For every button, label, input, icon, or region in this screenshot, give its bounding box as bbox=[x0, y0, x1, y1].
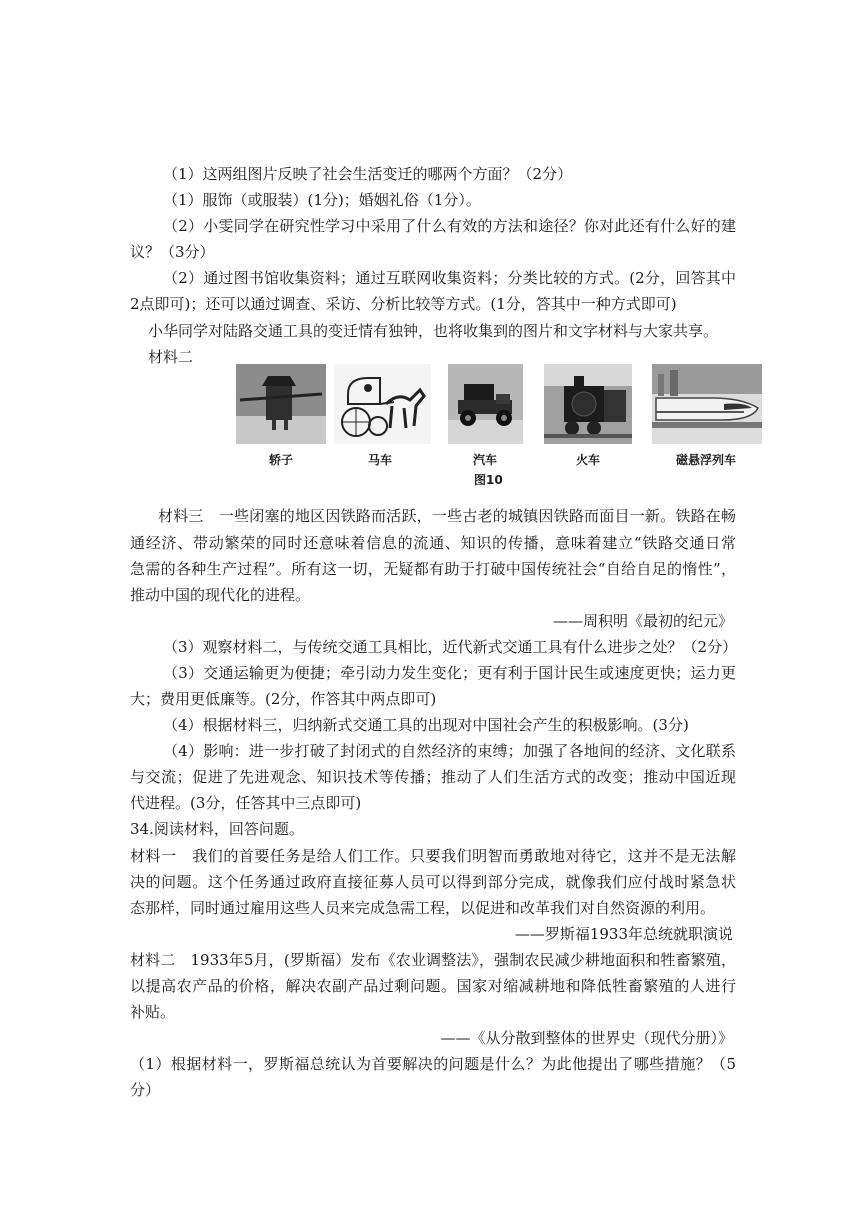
material-2-label: 材料二 bbox=[148, 348, 194, 366]
q34-material-2-line1: 材料二 1933年5月，(罗斯福）发布《农业调整法》，强制农民减少耕地面积和牲畜繁殖， bbox=[130, 951, 736, 969]
q33-answer-3-line2: 大；费用更低廉等。(2分，作答其中两点即可) bbox=[130, 690, 437, 708]
maglev-train-image bbox=[652, 364, 762, 444]
caption-horse-carriage: 马车 bbox=[368, 453, 393, 467]
steam-train-image bbox=[544, 364, 632, 444]
q33-question-2-line2: 议？（3分） bbox=[130, 243, 215, 261]
horse-carriage-image bbox=[334, 364, 431, 444]
caption-maglev-train: 磁悬浮列车 bbox=[676, 453, 737, 467]
q33-answer-2-line2: 2点即可)；还可以通过调查、采访、分析比较等方式。(1分，答其中一种方式即可) bbox=[130, 295, 677, 313]
q33-answer-1: （1）服饰（或服装）(1分)；婚姻礼俗（1分）。 bbox=[163, 191, 481, 209]
sedan-chair-image bbox=[236, 364, 326, 444]
figure-10-transport bbox=[228, 364, 766, 466]
q33-answer-4-line3: 代进程。(3分，任答其中三点即可) bbox=[130, 794, 362, 812]
q33-answer-4-line2: 与交流；促进了先进观念、知识技术等传播；推动了人们生活方式的改变；推动中国近现 bbox=[130, 768, 736, 786]
q33-answer-3-line1: （3）交通运输更为便捷；牵引动力发生变化；更有利于国计民生或速度更快；运力更 bbox=[163, 664, 736, 682]
material-3-line4: 推动中国的现代化的进程。 bbox=[130, 586, 311, 604]
q33-answer-4-line1: （4）影响：进一步打破了封闭式的自然经济的束缚；加强了各地间的经济、文化联系 bbox=[163, 742, 736, 760]
q34-material-1-line2: 决的问题。这个任务通过政府直接征募人员可以得到部分完成，就像我们应付战时紧急状 bbox=[130, 873, 736, 891]
q34-material-1-line3: 态那样，同时通过雇用这些人员来完成急需工程，以促进和改革我们对自然资源的利用。 bbox=[130, 899, 716, 917]
q34-question-1-line1: （1）根据材料一，罗斯福总统认为首要解决的问题是什么？为此他提出了哪些措施？（5 bbox=[130, 1055, 736, 1073]
q33-question-4: （4）根据材料三，归纳新式交通工具的出现对中国社会产生的积极影响。(3分) bbox=[163, 716, 689, 734]
q33-question-3: （3）观察材料二，与传统交通工具相比，近代新式交通工具有什么进步之处？（2分） bbox=[163, 638, 738, 656]
material-3-line1: 材料三 一些闭塞的地区因铁路而活跃，一些古老的城镇因铁路而面目一新。铁路在畅 bbox=[158, 507, 736, 525]
material-3-source: ——周积明《最初的纪元》 bbox=[552, 612, 733, 630]
figure-label: 图10 bbox=[474, 473, 503, 487]
caption-sedan-chair: 轿子 bbox=[269, 453, 294, 467]
material-3-line3: 急需的各种生产过程”。所有这一切，无疑都有助于打破中国传统社会“自给自足的惰性”， bbox=[130, 560, 736, 578]
q34-material-2-line3: 补贴。 bbox=[130, 1003, 176, 1021]
q33-answer-2-line1: （2）通过图书馆收集资料；通过互联网收集资料；分类比较的方式。(2分，回答其中 bbox=[163, 269, 736, 287]
q33-question-2-line1: （2）小雯同学在研究性学习中采用了什么有效的方法和途径？你对此还有什么好的建 bbox=[163, 217, 736, 235]
q34-material-2-source: ——《从分散到整体的世界史（现代分册）》 bbox=[440, 1029, 733, 1047]
automobile-image bbox=[448, 364, 523, 444]
material-3-line2: 通经济、带动繁荣的同时还意味着信息的流通、知识的传播，意味着建立“铁路交通日常 bbox=[130, 534, 736, 552]
q34-material-1-line1: 材料一 我们的首要任务是给人们工作。只要我们明智而勇敢地对待它，这并不是无法解 bbox=[130, 847, 736, 865]
q34-material-2-line2: 以提高农产品的价格，解决农副产品过剩问题。国家对缩减耕地和降低牲畜繁殖的人进行 bbox=[130, 977, 736, 995]
q33-intro: 小华同学对陆路交通工具的变迁情有独钟，也将收集到的图片和文字材料与大家共享。 bbox=[148, 322, 719, 340]
q34-title: 34.阅读材料，回答问题。 bbox=[130, 820, 304, 838]
q34-material-1-source: ——罗斯福1933年总统就职演说 bbox=[514, 925, 733, 943]
caption-steam-train: 火车 bbox=[576, 453, 601, 467]
q34-question-1-line2: 分） bbox=[130, 1081, 161, 1099]
q33-question-1: （1）这两组图片反映了社会生活变迁的哪两个方面？（2分） bbox=[163, 165, 573, 183]
caption-automobile: 汽车 bbox=[473, 453, 498, 467]
